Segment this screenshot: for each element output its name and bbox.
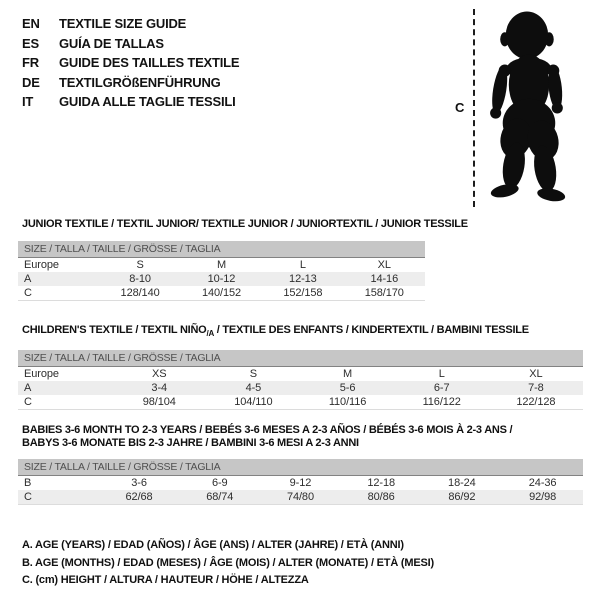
lang-row-es (22, 34, 239, 54)
row-label: Europe (24, 368, 59, 381)
babies-title (22, 424, 583, 450)
babies-title-line1: BABIES 3-6 MONTH TO 2-3 YEARS / BEBÉS 3-6 MESES A 2-3 AÑOS / BÉBÉS 3-6 MOIS À 2-3 ANS / (22, 424, 513, 436)
junior-size-table (18, 241, 425, 301)
measure-c-label: C (455, 100, 465, 115)
junior-section (18, 218, 468, 301)
row-label: A (24, 273, 32, 285)
cell: M (216, 259, 227, 271)
table-row (18, 490, 583, 505)
cell: S (249, 368, 258, 381)
cell: S (136, 259, 144, 271)
cell: 98/104 (112, 395, 206, 410)
cell: 122/128 (489, 395, 583, 410)
measurement-figure (430, 0, 600, 215)
lang-label: GUÍA DE TALLAS (59, 35, 164, 51)
cell: 62/68 (99, 490, 180, 505)
children-title-pre: CHILDREN'S TEXTILE / TEXTIL NIÑO (22, 324, 207, 336)
cell: 9-12 (289, 477, 312, 489)
baby-silhouette-icon (482, 8, 578, 210)
size-header: SIZE / TALLA / TAILLE / GRÖSSE / TAGLIA (18, 350, 583, 367)
lang-row-fr (22, 53, 239, 73)
lang-row-en (22, 14, 239, 34)
cell: 14-16 (370, 273, 399, 285)
lang-code: IT (22, 94, 34, 109)
cell: 104/110 (206, 395, 300, 410)
lang-code: DE (22, 74, 40, 90)
note-height-cm: C. (cm) HEIGHT / ALTURA / HAUTEUR / HÖHE / ALTEZZA (22, 574, 309, 586)
cell: 3-4 (151, 382, 168, 395)
cell: 140/152 (181, 286, 262, 301)
row-label: B (24, 477, 32, 489)
cell: 7-8 (528, 382, 544, 395)
cell: 92/98 (502, 490, 583, 505)
cell: 18-24 (448, 477, 476, 489)
cell: L (299, 259, 306, 271)
table-row (18, 476, 583, 491)
cell: 12-18 (367, 477, 395, 489)
cell: 6-7 (433, 382, 450, 395)
cell: 10-12 (207, 273, 236, 285)
row-label: C (18, 395, 112, 410)
lang-code: ES (22, 35, 39, 51)
cell: 116/122 (395, 395, 489, 410)
cell: XS (151, 368, 167, 381)
cell: 74/80 (260, 490, 341, 505)
cell: 12-13 (289, 273, 317, 285)
babies-size-table (18, 459, 583, 505)
table-row (18, 381, 583, 395)
lang-row-it (22, 92, 239, 112)
cell: 80/86 (341, 490, 422, 505)
lang-label: TEXTILGRÖßENFÜHRUNG (59, 74, 221, 90)
row-label: C (18, 490, 99, 505)
cell: 110/116 (300, 395, 394, 410)
cell: 24-36 (528, 477, 557, 489)
children-size-table (18, 350, 583, 410)
lang-label: TEXTILE SIZE GUIDE (59, 16, 187, 31)
cell: M (343, 368, 353, 381)
lang-code: EN (22, 16, 40, 31)
legend-notes (22, 537, 434, 590)
cell: 158/170 (344, 286, 425, 301)
cell: XL (529, 368, 543, 381)
cell: 128/140 (99, 286, 180, 301)
table-row (18, 258, 425, 273)
row-label: A (24, 382, 32, 395)
row-label: C (18, 286, 99, 301)
children-title-post: / TEXTILE DES ENFANTS / KINDERTEXTIL / BAMBINI TESSILE (213, 324, 529, 336)
lang-label: GUIDA ALLE TAGLIE TESSILI (59, 94, 236, 109)
table-row (18, 286, 425, 301)
children-title (22, 324, 583, 340)
cell: 3-6 (131, 477, 147, 489)
language-title-list (22, 14, 239, 112)
children-title-sub: /A (206, 329, 214, 339)
cell: XL (377, 259, 391, 271)
table-row (18, 395, 583, 410)
cell: 4-5 (245, 382, 262, 395)
note-age-years: A. AGE (YEARS) / EDAD (AÑOS) / ÂGE (ANS) / ALTER (JAHRE) / ETÀ (ANNI) (22, 539, 404, 551)
row-label: Europe (24, 259, 59, 271)
junior-title: JUNIOR TEXTILE / TEXTIL JUNIOR/ TEXTILE JUNIOR / JUNIORTEXTIL / JUNIOR TESSILE (22, 218, 468, 230)
height-dashed-line (473, 9, 475, 207)
babies-title-line2: BABYS 3-6 MONATE BIS 2-3 JAHRE / BAMBINI 3-6 MESI A 2-3 ANNI (22, 437, 359, 449)
cell: 6-9 (211, 477, 228, 489)
cell: 68/74 (179, 490, 260, 505)
lang-label: GUIDE DES TAILLES TEXTILE (59, 55, 240, 70)
lang-code: FR (22, 55, 39, 70)
table-row (18, 367, 583, 382)
children-section (18, 324, 583, 410)
table-row (18, 272, 425, 286)
babies-section (18, 424, 583, 505)
cell: 86/92 (422, 490, 503, 505)
note-age-months: B. AGE (MONTHS) / EDAD (MESES) / ÂGE (MOIS) / ALTER (MONATE) / ETÀ (MESI) (22, 556, 434, 569)
cell: L (438, 368, 445, 381)
cell: 8-10 (129, 273, 151, 285)
lang-row-de (22, 73, 239, 93)
size-header: SIZE / TALLA / TAILLE / GRÖSSE / TAGLIA (18, 241, 425, 258)
size-header: SIZE / TALLA / TAILLE / GRÖSSE / TAGLIA (18, 459, 583, 476)
cell: 5-6 (339, 382, 356, 395)
cell: 152/158 (262, 286, 343, 301)
